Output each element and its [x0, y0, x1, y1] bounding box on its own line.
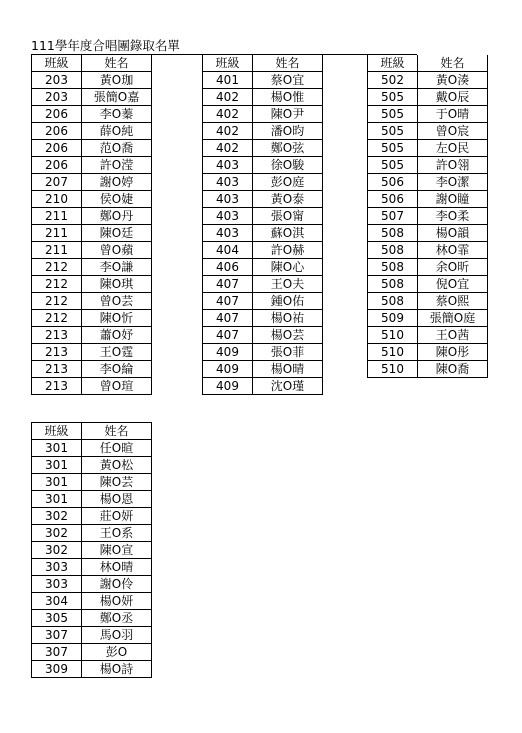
table-row [203, 327, 323, 344]
table-row [32, 310, 152, 327]
table-row [203, 310, 323, 327]
name-cell: 許O滢 [82, 157, 152, 174]
name-cell: 徐O駿 [253, 157, 323, 174]
name-cell: 莊O妍 [82, 508, 152, 525]
table-row [32, 508, 152, 525]
table-row [32, 361, 152, 378]
table-row [203, 72, 323, 89]
table-row [32, 474, 152, 491]
table-row [32, 378, 152, 395]
name-cell: 楊O恩 [82, 491, 152, 508]
class-cell: 302 [32, 525, 82, 542]
class-cell: 409 [203, 344, 253, 361]
name-cell: 楊O妍 [82, 593, 152, 610]
class-cell: 212 [32, 259, 82, 276]
class-cell: 206 [32, 123, 82, 140]
table-row [32, 259, 152, 276]
table-row [368, 327, 488, 344]
class-cell: 508 [368, 259, 418, 276]
class-header: 班級 [203, 55, 253, 72]
table-row [32, 276, 152, 293]
table-row [368, 174, 488, 191]
class-cell: 505 [368, 157, 418, 174]
name-cell: 倪O宜 [418, 276, 488, 293]
class-cell: 403 [203, 174, 253, 191]
name-cell: 林O晴 [82, 559, 152, 576]
class-cell: 210 [32, 191, 82, 208]
table-row [203, 242, 323, 259]
class-cell: 506 [368, 174, 418, 191]
name-cell: 沈O瑾 [253, 378, 323, 395]
class-cell: 502 [368, 72, 418, 89]
name-cell: 曾O宸 [418, 123, 488, 140]
table-row [203, 276, 323, 293]
table-row [32, 344, 152, 361]
name-cell: 李O謙 [82, 259, 152, 276]
class-cell: 309 [32, 661, 82, 678]
table-row [203, 191, 323, 208]
class-cell: 211 [32, 225, 82, 242]
class-cell: 301 [32, 474, 82, 491]
name-cell: 張簡O嘉 [82, 89, 152, 106]
table-row [368, 157, 488, 174]
table-row [203, 293, 323, 310]
table-row [32, 593, 152, 610]
name-cell: 楊O晴 [253, 361, 323, 378]
name-cell: 王O夫 [253, 276, 323, 293]
table-row [368, 361, 488, 378]
header-row [32, 423, 152, 440]
class-cell: 505 [368, 89, 418, 106]
class-cell: 510 [368, 344, 418, 361]
name-cell: 李O蓁 [82, 106, 152, 123]
name-cell: 蕭O妤 [82, 327, 152, 344]
table-row [368, 276, 488, 293]
grade3-table [31, 422, 152, 678]
name-cell: 陳O心 [253, 259, 323, 276]
grade2-table [31, 55, 152, 395]
class-cell: 510 [368, 361, 418, 378]
class-cell: 402 [203, 140, 253, 157]
table-row [203, 123, 323, 140]
class-cell: 206 [32, 140, 82, 157]
table-row [32, 542, 152, 559]
table-row [32, 225, 152, 242]
table-row [368, 123, 488, 140]
class-cell: 404 [203, 242, 253, 259]
table-row [32, 72, 152, 89]
class-cell: 407 [203, 327, 253, 344]
table-row [368, 208, 488, 225]
table-row [32, 610, 152, 627]
name-cell: 陳O尹 [253, 106, 323, 123]
name-header: 姓名 [253, 55, 323, 72]
class-cell: 303 [32, 559, 82, 576]
class-cell: 304 [32, 593, 82, 610]
name-cell: 陳O彤 [418, 344, 488, 361]
name-cell: 戴O辰 [418, 89, 488, 106]
class-cell: 505 [368, 106, 418, 123]
class-cell: 301 [32, 491, 82, 508]
header-row [32, 55, 152, 72]
name-cell: 陳O琪 [82, 276, 152, 293]
class-cell: 203 [32, 89, 82, 106]
class-header: 班級 [368, 55, 418, 72]
table-row [32, 627, 152, 644]
name-cell: 謝O伶 [82, 576, 152, 593]
class-cell: 409 [203, 361, 253, 378]
table-row [32, 123, 152, 140]
class-cell: 505 [368, 140, 418, 157]
name-cell: 曾O瑄 [82, 378, 152, 395]
name-cell: 許O翎 [418, 157, 488, 174]
name-cell: 任O暄 [82, 440, 152, 457]
table-row [368, 344, 488, 361]
class-header: 班級 [32, 55, 82, 72]
class-cell: 303 [32, 576, 82, 593]
table-row [32, 559, 152, 576]
class-cell: 212 [32, 276, 82, 293]
table-row [368, 293, 488, 310]
name-cell: 于O晴 [418, 106, 488, 123]
class-cell: 401 [203, 72, 253, 89]
name-cell: 左O民 [418, 140, 488, 157]
class-cell: 407 [203, 310, 253, 327]
name-cell: 鄭O弦 [253, 140, 323, 157]
name-cell: 彭O [82, 644, 152, 661]
name-cell: 范O喬 [82, 140, 152, 157]
class-cell: 406 [203, 259, 253, 276]
table-row [32, 440, 152, 457]
name-cell: 蘇O淇 [253, 225, 323, 242]
class-cell: 301 [32, 457, 82, 474]
name-cell: 蔡O宜 [253, 72, 323, 89]
class-cell: 402 [203, 106, 253, 123]
name-cell: 王O系 [82, 525, 152, 542]
class-cell: 407 [203, 293, 253, 310]
class-cell: 213 [32, 344, 82, 361]
name-cell: 侯O婕 [82, 191, 152, 208]
table-row [32, 242, 152, 259]
table-row [203, 344, 323, 361]
name-cell: 黃O湊 [418, 72, 488, 89]
table-row [32, 191, 152, 208]
class-cell: 213 [32, 327, 82, 344]
table-row [32, 293, 152, 310]
table-row [368, 140, 488, 157]
name-cell: 李O柔 [418, 208, 488, 225]
class-cell: 508 [368, 225, 418, 242]
class-header: 班級 [32, 423, 82, 440]
name-cell: 黃O松 [82, 457, 152, 474]
table-row [203, 378, 323, 395]
table-row [368, 72, 488, 89]
table-row [32, 327, 152, 344]
class-cell: 207 [32, 174, 82, 191]
table-row [203, 225, 323, 242]
class-cell: 505 [368, 123, 418, 140]
table-row [32, 106, 152, 123]
class-cell: 507 [368, 208, 418, 225]
class-cell: 510 [368, 327, 418, 344]
class-cell: 403 [203, 157, 253, 174]
name-header: 姓名 [82, 423, 152, 440]
table-row [32, 525, 152, 542]
table-row [368, 106, 488, 123]
class-cell: 506 [368, 191, 418, 208]
name-cell: 黃O珈 [82, 72, 152, 89]
name-cell: 張O菲 [253, 344, 323, 361]
name-cell: 余O昕 [418, 259, 488, 276]
table-row [32, 661, 152, 678]
name-cell: 謝O瞳 [418, 191, 488, 208]
name-cell: 楊O惟 [253, 89, 323, 106]
table-row [32, 157, 152, 174]
class-cell: 212 [32, 310, 82, 327]
class-cell: 302 [32, 542, 82, 559]
table-row [203, 106, 323, 123]
table-row [32, 644, 152, 661]
table-row [32, 457, 152, 474]
name-cell: 潘O昀 [253, 123, 323, 140]
table-row [368, 191, 488, 208]
class-cell: 206 [32, 106, 82, 123]
table-row [368, 259, 488, 276]
class-cell: 305 [32, 610, 82, 627]
name-cell: 蔡O熙 [418, 293, 488, 310]
name-cell: 黃O泰 [253, 191, 323, 208]
name-cell: 王O茜 [418, 327, 488, 344]
name-cell: 楊O祐 [253, 310, 323, 327]
grade5-table [367, 55, 488, 378]
name-cell: 李O綸 [82, 361, 152, 378]
class-cell: 213 [32, 361, 82, 378]
table-row [368, 225, 488, 242]
name-cell: 薛O純 [82, 123, 152, 140]
table-row [368, 89, 488, 106]
name-cell: 曾O蘋 [82, 242, 152, 259]
class-cell: 213 [32, 378, 82, 395]
table-row [203, 259, 323, 276]
class-cell: 212 [32, 293, 82, 310]
name-cell: 王O霆 [82, 344, 152, 361]
table-row [32, 208, 152, 225]
class-cell: 307 [32, 644, 82, 661]
class-cell: 403 [203, 225, 253, 242]
class-cell: 402 [203, 89, 253, 106]
table-row [203, 140, 323, 157]
header-row [203, 55, 323, 72]
class-cell: 301 [32, 440, 82, 457]
name-cell: 陳O宣 [82, 542, 152, 559]
name-cell: 林O霏 [418, 242, 488, 259]
class-cell: 302 [32, 508, 82, 525]
class-cell: 508 [368, 276, 418, 293]
name-cell: 張簡O庭 [418, 310, 488, 327]
class-cell: 211 [32, 208, 82, 225]
table-row [368, 242, 488, 259]
class-cell: 211 [32, 242, 82, 259]
grade4-table [202, 55, 323, 395]
name-cell: 鄭O丹 [82, 208, 152, 225]
name-cell: 陳O喬 [418, 361, 488, 378]
table-row [32, 576, 152, 593]
name-cell: 張O甯 [253, 208, 323, 225]
table-row [203, 89, 323, 106]
name-cell: 彭O庭 [253, 174, 323, 191]
table-row [368, 310, 488, 327]
class-cell: 403 [203, 191, 253, 208]
table-row [203, 208, 323, 225]
class-cell: 409 [203, 378, 253, 395]
name-cell: 李O潔 [418, 174, 488, 191]
class-cell: 307 [32, 627, 82, 644]
name-cell: 楊O芸 [253, 327, 323, 344]
class-cell: 203 [32, 72, 82, 89]
table-row [32, 174, 152, 191]
name-cell: 鍾O佑 [253, 293, 323, 310]
name-cell: 曾O芸 [82, 293, 152, 310]
class-cell: 508 [368, 242, 418, 259]
class-cell: 206 [32, 157, 82, 174]
class-cell: 508 [368, 293, 418, 310]
table-row [203, 174, 323, 191]
name-cell: 陳O芸 [82, 474, 152, 491]
table-row [203, 361, 323, 378]
class-cell: 402 [203, 123, 253, 140]
name-cell: 楊O詩 [82, 661, 152, 678]
table-row [32, 89, 152, 106]
class-cell: 407 [203, 276, 253, 293]
name-cell: 陳O忻 [82, 310, 152, 327]
header-row [368, 55, 488, 72]
class-cell: 509 [368, 310, 418, 327]
table-row [32, 140, 152, 157]
name-header: 姓名 [82, 55, 152, 72]
name-cell: 馬O羽 [82, 627, 152, 644]
name-cell: 鄭O丞 [82, 610, 152, 627]
name-cell: 許O赫 [253, 242, 323, 259]
name-header: 姓名 [418, 55, 488, 72]
name-cell: 謝O婷 [82, 174, 152, 191]
table-row [203, 157, 323, 174]
name-cell: 楊O韻 [418, 225, 488, 242]
class-cell: 403 [203, 208, 253, 225]
list-title: 111學年度合唱團錄取名單 [31, 37, 417, 55]
name-cell: 陳O廷 [82, 225, 152, 242]
table-row [32, 491, 152, 508]
